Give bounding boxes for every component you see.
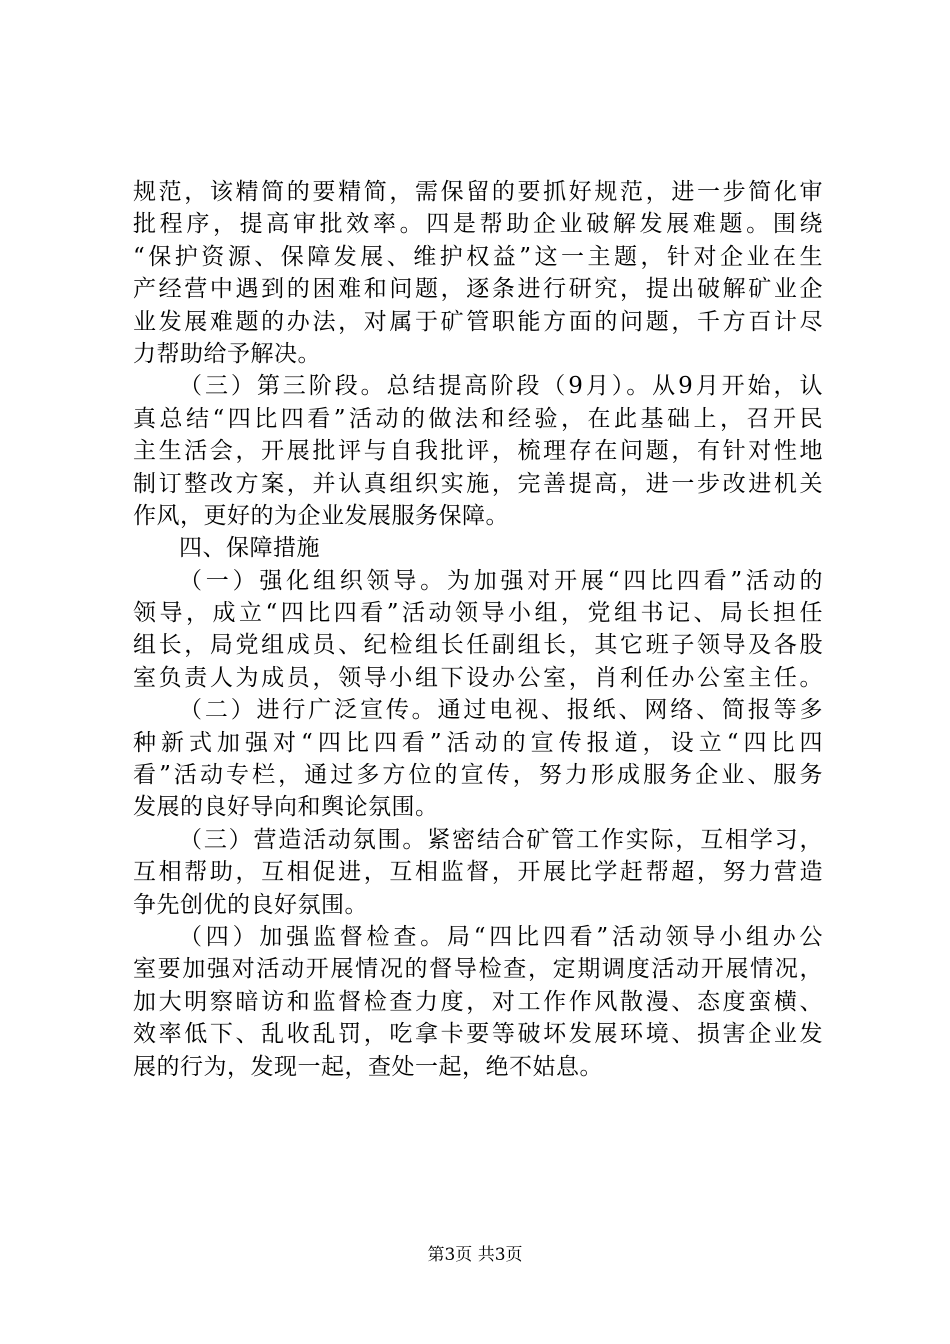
text-line: 业发展难题的办法，对属于矿管职能方面的问题，千方百计尽	[133, 308, 823, 335]
text-line: （三）营造活动氛围。紧密结合矿管工作实际，互相学习，	[179, 826, 823, 853]
text-line: 作风，更好的为企业发展服务保障。	[133, 502, 509, 529]
text-line: 主生活会，开展批评与自我批评，梳理存在问题，有针对性地	[133, 438, 823, 465]
text-line: 加大明察暗访和监督检查力度，对工作作风散漫、态度蛮横、	[133, 988, 823, 1015]
text-line: 看”活动专栏，通过多方位的宣传，努力形成服务企业、服务	[133, 762, 823, 789]
text-line: （四）加强监督检查。局“四比四看”活动领导小组办公	[179, 923, 823, 950]
document-body	[133, 176, 823, 1083]
text-line: 发展的良好导向和舆论氛围。	[133, 794, 439, 821]
text-line: 批程序，提高审批效率。四是帮助企业破解发展难题。围绕	[133, 211, 823, 238]
text-line: 室要加强对活动开展情况的督导检查，定期调度活动开展情况，	[133, 956, 823, 983]
text-line: 规范，该精简的要精简，需保留的要抓好规范，进一步简化审	[133, 179, 823, 205]
text-line: 领导，成立“四比四看”活动领导小组，党组书记、局长担任	[133, 600, 823, 627]
text-line: 室负责人为成员，领导小组下设办公室，肖利任办公室主任。	[133, 664, 823, 691]
text-line: 效率低下、乱收乱罚，吃拿卡要等破坏发展环境、损害企业发	[133, 1021, 823, 1048]
text-line: 种新式加强对“四比四看”活动的宣传报道，设立“四比四	[133, 729, 823, 756]
text-line: 力帮助给予解决。	[133, 340, 321, 367]
text-line: 产经营中遇到的困难和问题，逐条进行研究，提出破解矿业企	[133, 276, 823, 303]
text-line: 互相帮助，互相促进，互相监督，开展比学赶帮超，努力营造	[133, 859, 823, 886]
text-line: 制订整改方案，并认真组织实施，完善提高，进一步改进机关	[133, 470, 823, 497]
text-line: 展的行为，发现一起，查处一起，绝不姑息。	[133, 1053, 603, 1080]
text-line: （三）第三阶段。总结提高阶段（9月）。从9月开始，认	[179, 373, 823, 400]
page-footer: 第3页 共3页	[427, 1245, 523, 1265]
text-line: （一）强化组织领导。为加强对开展“四比四看”活动的	[179, 567, 823, 594]
text-line: “保护资源、保障发展、维护权益”这一主题，针对企业在生	[133, 243, 823, 270]
text-line: 四、保障措施	[179, 535, 320, 562]
text-line: 组长，局党组成员、纪检组长任副组长，其它班子领导及各股	[133, 632, 823, 659]
text-line: 真总结“四比四看”活动的做法和经验，在此基础上，召开民	[133, 405, 823, 432]
text-line: 争先创优的良好氛围。	[133, 891, 368, 918]
text-line: （二）进行广泛宣传。通过电视、报纸、网络、简报等多	[179, 697, 823, 724]
